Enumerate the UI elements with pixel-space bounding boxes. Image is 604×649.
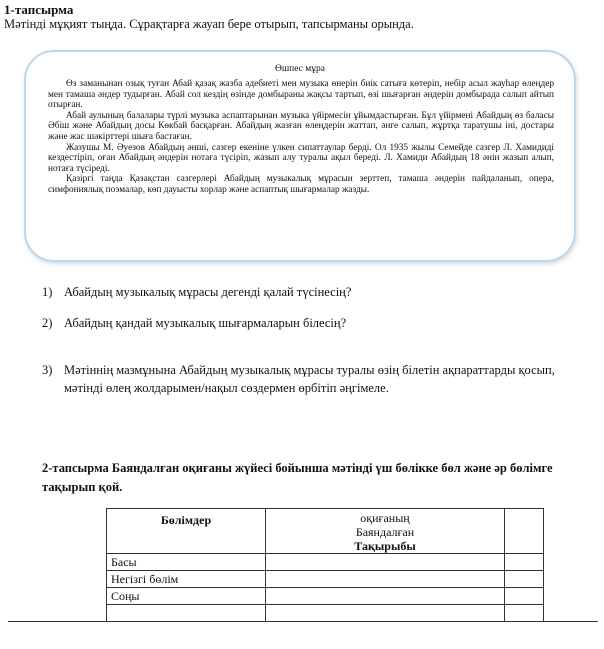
question-text: Абайдың қандай музыкалық шығармаларын білесің? (64, 316, 347, 330)
task1-instruction: Мәтінді мұқият тыңда. Сұрақтарға жауап бере отырып, тапсырманы орында. (4, 17, 414, 31)
question-number: 3) (42, 363, 53, 377)
table-cell-answer[interactable] (266, 588, 505, 605)
table-cell-empty (505, 554, 544, 571)
table-cell-answer[interactable] (266, 554, 505, 571)
reading-paragraph: Жазушы М. Әуезов Абайдың әнші, сазгер екеніне үлкен сипаттаулар берді. Ол 1935 жылы Семейде сазгер Л. Хамидиді кездестіріп, оған Абайдың әндерін нотаға түсіріп, жазып алу туралы ақыл береді. Л. Хамиди Абайдың 18 әнін жазып алып, нотаға түсіреді. (48, 142, 554, 174)
question-3 (42, 361, 587, 399)
bottom-divider (8, 621, 598, 622)
task1-title: 1-тапсырма (4, 2, 74, 17)
table-cell-empty (505, 509, 544, 554)
question-text: Мәтіннің мазмұнына Абайдың музыкалық мұрасы туралы өзің білетін ақпараттарды қосып, мәтінді өлең жолдарымен/нақыл сөздермен өрбітіп әңгімеле. (64, 363, 555, 395)
table-cell-empty (505, 605, 544, 622)
table-cell-empty (107, 605, 266, 622)
reading-paragraph: Қазіргі таңда Қазақстан сазгерлері Абайдың музыкалық мұрасын зерттеп, тамаша әндерін пайдаланып, опера, симфониялық поэмалар, көп дауысты хорлар және аспаптық шығармалар жазды. (48, 174, 554, 195)
question-number: 1) (42, 285, 53, 299)
reading-paragraph: Өз заманынан озық туған Абай қазақ жазба әдебиеті мен музыка өнерін биік сатыға көтеріп, небір асыл жауһар өлеңдер мен тамаша әндер тудырған. Абай сол кездің өзінде домбыраны жақсы тартып, өзі шығарған әндерін домбырада салып айтып отырған. (48, 79, 554, 111)
table-cell-empty (505, 571, 544, 588)
table-cell-answer[interactable] (266, 605, 505, 622)
table-header-title (266, 509, 505, 554)
reading-title: Өшпес мұра (274, 64, 326, 74)
header-line: Тақырыбы (354, 539, 416, 553)
table-cell-empty (505, 588, 544, 605)
table-cell-part: Басы (107, 554, 266, 571)
reading-paragraph: Абай аулының балалары түрлі музыка аспаптарынан музыка үйірмесін ұйымдастырған. Бұл үйірмені Абайдың өз баласы Әбіш және Абайдың досы Көкбай басқарған. Абайдың жазған өлеңдерін жаттап, әнге салып, жұртқа таратушы іні, достары және жас шәкірттері шыға бастаған. (48, 110, 554, 142)
header-line: Баяндалған (355, 525, 415, 539)
reading-body (48, 79, 554, 196)
question-number: 2) (42, 316, 53, 330)
question-1 (42, 283, 562, 301)
header-line: оқиғаның (360, 511, 410, 525)
table-cell-part: Негізгі бөлім (107, 571, 266, 588)
question-2 (42, 314, 562, 332)
reading-text-box (24, 50, 576, 262)
parts-table (106, 508, 544, 622)
table-cell-part: Соңы (107, 588, 266, 605)
task2-instruction: 2-тапсырма Баяндалған оқиғаны жүйесі бойынша мәтінді үш бөлікке бөл және әр бөлімге тақырып қой. (42, 461, 553, 494)
question-text: Абайдың музыкалық мұрасы дегенді қалай түсінесің? (64, 285, 352, 299)
table-header-parts: Бөлімдер (107, 509, 266, 554)
table-cell-answer[interactable] (266, 571, 505, 588)
